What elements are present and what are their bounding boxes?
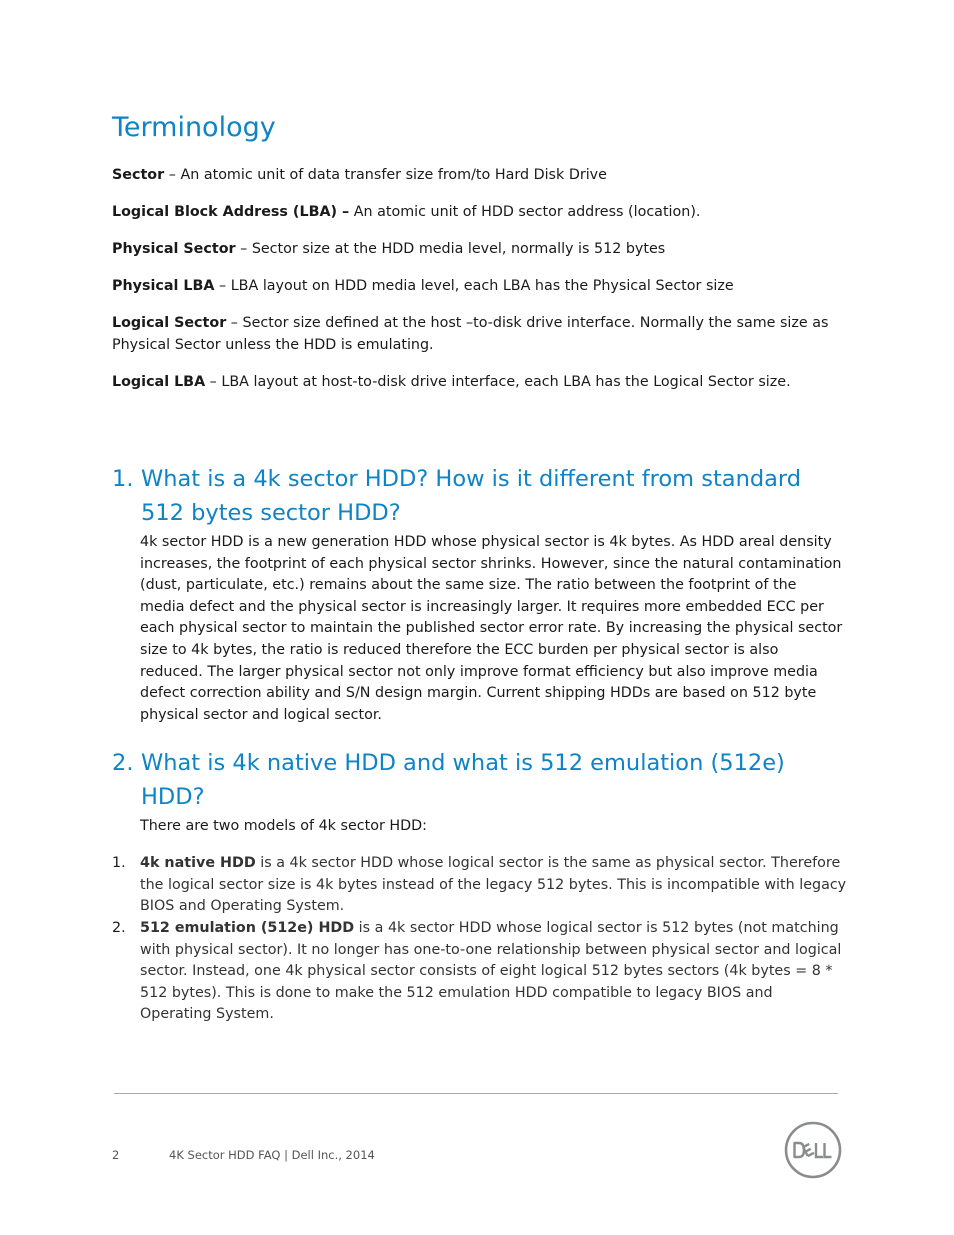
question-number: 1. bbox=[112, 466, 134, 492]
list-text: is a 4k sector HDD whose logical sector is the same as physical sector. Therefore the logical sector size is 4k bytes instead of the legacy 512 bytes. This is incompatible with legacy BIOS and Operating System. bbox=[140, 855, 847, 915]
page-title: Terminology bbox=[112, 112, 276, 143]
dell-logo-icon bbox=[784, 1121, 842, 1179]
term-definition: LBA layout at host-to-disk drive interface, each LBA has the Logical Sector size. bbox=[221, 374, 791, 390]
footer-page-number: 2 bbox=[112, 1148, 120, 1162]
term-label: Sector bbox=[112, 167, 165, 183]
list-item-512e bbox=[112, 918, 847, 1026]
footer-divider bbox=[114, 1093, 838, 1094]
term-label: Logical Block Address (LBA) – bbox=[112, 204, 350, 220]
question-1-answer: 4k sector HDD is a new generation HDD whose physical sector is 4k bytes. As HDD areal density increases, the footprint of each physical sector shrinks. However, since the natural contamination (dust, particulate, etc.) remains about the same size. The ratio between the footprint of the media defect and the physical sector is increasingly larger. It requires more embedded ECC per each physical sector to maintain the published sector error rate. By increasing the physical sector size to 4k bytes, the ratio is reduced therefore the ECC burden per physical sector is also reduced. The larger physical sector not only improve format efficiency but also improve media defect correction ability and S/N design margin. Current shipping HDDs are based on 512 byte physical sector and logical sector. bbox=[140, 534, 843, 723]
term-logical-lba: Logical LBA – LBA layout at host-to-disk drive interface, each LBA has the Logical Sector size. bbox=[112, 374, 791, 390]
term-label: Physical LBA bbox=[112, 278, 215, 294]
list-term: 512 emulation (512e) HDD bbox=[140, 920, 355, 936]
question-title: What is a 4k sector HDD? How is it different from standard 512 bytes sector HDD? bbox=[141, 466, 802, 526]
question-2-heading bbox=[112, 746, 847, 814]
term-definition: Sector size at the HDD media level, normally is 512 bytes bbox=[251, 241, 666, 257]
term-definition: Sector size defined at the host –to-disk drive interface. Normally the same size as Physical Sector unless the HDD is emulating. bbox=[112, 315, 829, 353]
term-sector: Sector – An atomic unit of data transfer size from/to Hard Disk Drive bbox=[112, 167, 607, 183]
term-physical-sector: Physical Sector – Sector size at the HDD media level, normally is 512 bytes bbox=[112, 241, 666, 257]
term-definition: An atomic unit of data transfer size from/to Hard Disk Drive bbox=[180, 167, 607, 183]
question-number: 2. bbox=[112, 750, 134, 776]
term-logical-sector: Logical Sector – Sector size defined at the host –to-disk drive interface. Normally the same size as Physical Sector unless the HDD is emulating. bbox=[112, 315, 829, 353]
question-1-heading bbox=[112, 462, 847, 530]
term-definition: An atomic unit of HDD sector address (location). bbox=[353, 204, 701, 220]
term-label: Logical LBA bbox=[112, 374, 206, 390]
term-lba bbox=[112, 201, 847, 223]
list-term: 4k native HDD bbox=[140, 855, 256, 871]
question-2-intro: There are two models of 4k sector HDD: bbox=[140, 818, 427, 834]
list-number: 2. bbox=[112, 920, 126, 936]
list-item-4k-native bbox=[112, 853, 847, 918]
question-title: What is 4k native HDD and what is 512 emulation (512e) HDD? bbox=[141, 750, 785, 810]
term-label: Physical Sector bbox=[112, 241, 236, 257]
list-number: 1. bbox=[112, 855, 126, 871]
term-label: Logical Sector bbox=[112, 315, 227, 331]
footer-text: 4K Sector HDD FAQ | Dell Inc., 2014 bbox=[169, 1148, 375, 1162]
list-text: is a 4k sector HDD whose logical sector is 512 bytes (not matching with physical sector). It no longer has one-to-one relationship between physical sector and logical sector. Instead, one 4k physical sector consists of eight logical 512 bytes sectors (4k bytes = 8 * 512 bytes). This is done to make the 512 emulation HDD compatible to legacy BIOS and Operating System. bbox=[140, 920, 842, 1023]
term-definition: LBA layout on HDD media level, each LBA has the Physical Sector size bbox=[230, 278, 734, 294]
term-physical-lba: Physical LBA – LBA layout on HDD media level, each LBA has the Physical Sector size bbox=[112, 278, 734, 294]
